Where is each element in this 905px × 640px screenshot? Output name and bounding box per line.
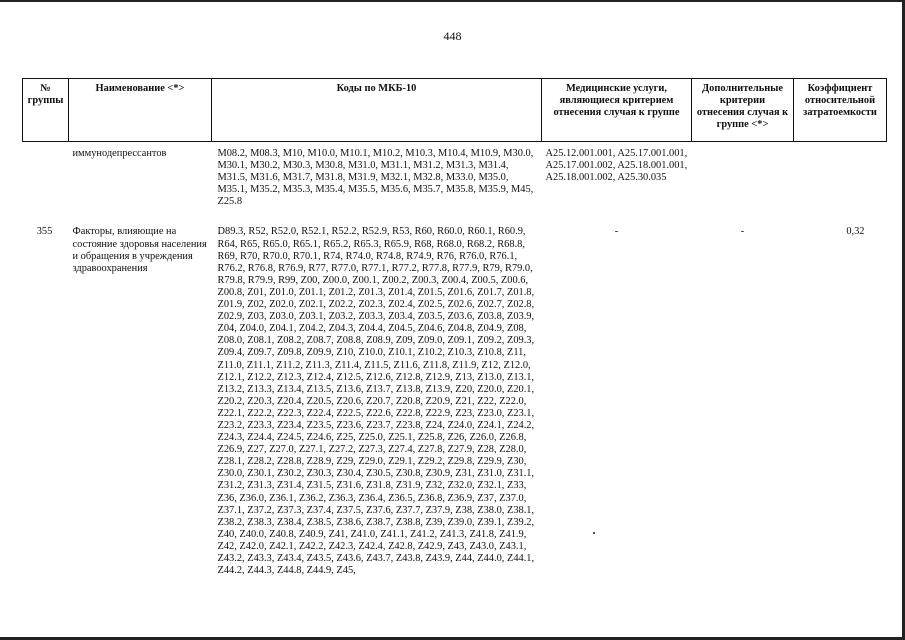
header-coefficient: Коэффициент относительной затратоемкости: [794, 79, 887, 142]
scan-edge-top: [0, 0, 905, 2]
header-extra-criteria: Дополнительные критерии отнесения случая к группе <*>: [692, 79, 794, 142]
cell-group-no: [23, 142, 69, 219]
header-medical-services: Медицинские услуги, являющиеся критерием отнесения случая к группе: [542, 79, 692, 142]
cell-icd-codes: M08.2, M08.3, M10, M10.0, M10.1, M10.2, M10.3, M10.4, M10.9, M30.0, M30.1, M30.2, M30.3, M30.8, M31.0, M31.1, M31.2, M31.3, M31.4, M31.5, M31.6, M31.7, M31.8, M31.9, M32.1, M32.8, M33.0, M35.0, M35.1, M35.2, M35.3, M35.4, M35.5, M35.6, M35.7, M35.8, M35.9, M45, Z25.8: [217, 148, 534, 208]
cell-extra-criteria: [692, 142, 794, 219]
cell-group-no: 355: [36, 226, 53, 238]
table-header-row: [23, 79, 887, 142]
tariff-group-table: [22, 78, 887, 577]
cell-icd-codes: D89.3, R52, R52.0, R52.1, R52.2, R52.9, R53, R60, R60.0, R60.1, R60.9, R64, R65, R65.0, R65.1, R65.2, R65.3, R65.9, R68, R68.0, R68.2, R68.8, R69, R70, R70.0, R70.1, R74, R74.0, R74.8, R74.9, R76, R76.0, R76.1, R76.2, R76.8, R76.9, R77, R77.0, R77.1, R77.2, R77.8, R77.9, R79, R79.0, R79.8, R79.9, R99, Z00, Z00.0, Z00.1, Z00.2, Z00.3, Z00.4, Z00.5, Z00.6, Z00.8, Z01, Z01.0, Z01.1, Z01.2, Z01.3, Z01.4, Z01.5, Z01.6, Z01.7, Z01.8, Z01.9, Z02, Z02.0, Z02.1, Z02.2, Z02.3, Z02.4, Z02.5, Z02.6, Z02.7, Z02.8, Z02.9, Z03, Z03.0, Z03.1, Z03.2, Z03.3, Z03.4, Z03.5, Z03.6, Z03.8, Z03.9, Z04, Z04.0, Z04.1, Z04.2, Z04.3, Z04.4, Z04.5, Z04.6, Z04.8, Z04.9, Z08, Z08.0, Z08.1, Z08.2, Z08.7, Z08.8, Z08.9, Z09, Z09.0, Z09.1, Z09.2, Z09.3, Z09.4, Z09.7, Z09.8, Z09.9, Z10, Z10.0, Z10.1, Z10.2, Z10.3, Z10.8, Z11, Z11.0, Z11.1, Z11.2, Z11.3, Z11.4, Z11.5, Z11.6, Z11.8, Z11.9, Z12, Z12.0, Z12.1, Z12.2, Z12.3, Z12.4, Z12.5, Z12.6, Z12.8, Z12.9, Z13, Z13.0, Z13.1, Z13.2, Z13.3, Z13.4, Z13.5, Z13.6, Z13.7, Z13.8, Z13.9, Z20, Z20.0, Z20.1, Z20.2, Z20.3, Z20.4, Z20.5, Z20.6, Z20.7, Z20.8, Z20.9, Z21, Z22, Z22.0, Z22.1, Z22.2, Z22.3, Z22.4, Z22.5, Z22.6, Z22.8, Z22.9, Z23, Z23.0, Z23.1, Z23.2, Z23.3, Z23.4, Z23.5, Z23.6, Z23.7, Z23.8, Z24, Z24.0, Z24.1, Z24.2, Z24.3, Z24.4, Z24.5, Z24.6, Z25, Z25.0, Z25.1, Z25.8, Z26, Z26.0, Z26.8, Z26.9, Z27, Z27.0, Z27.1, Z27.2, Z27.3, Z27.4, Z27.8, Z27.9, Z28, Z28.0, Z28.1, Z28.2, Z28.8, Z28.9, Z29, Z29.0, Z29.1, Z29.2, Z29.8, Z29.9, Z30, Z30.0, Z30.1, Z30.2, Z30.3, Z30.4, Z30.5, Z30.8, Z30.9, Z31, Z31.0, Z31.1, Z31.2, Z31.3, Z31.4, Z31.5, Z31.6, Z31.8, Z31.9, Z32, Z32.0, Z32.1, Z33, Z36, Z36.0, Z36.1, Z36.2, Z36.3, Z36.4, Z36.5, Z36.8, Z36.9, Z37, Z37.0, Z37.1, Z37.2, Z37.3, Z37.4, Z37.5, Z37.6, Z37.7, Z37.9, Z38, Z38.0, Z38.1, Z38.2, Z38.3, Z38.4, Z38.5, Z38.6, Z38.7, Z38.8, Z39, Z39.0, Z39.1, Z39.2, Z40, Z40.0, Z40.8, Z40.9, Z41, Z41.0, Z41.1, Z41.2, Z41.3, Z41.8, Z41.9, Z42, Z42.0, Z42.1, Z42.2, Z42.3, Z42.4, Z42.8, Z42.9, Z43, Z43.0, Z43.1, Z43.2, Z43.3, Z43.4, Z43.5, Z43.6, Z43.7, Z43.8, Z43.9, Z44, Z44.0, Z44.1, Z44.2, Z44.3, Z44.8, Z44.9, Z45,: [217, 226, 535, 577]
cell-name: Факторы, влияющие на состояние здоровья населения и обращения в учреждения здравоохранения: [72, 226, 207, 274]
table-row: [23, 218, 887, 577]
cell-medical-services: A25.12.001.001, A25.17.001.001, A25.17.001.002, A25.18.001.001, A25.18.001.002, A25.30.035: [545, 148, 688, 184]
cell-medical-services: -: [614, 226, 619, 238]
cell-coefficient: 0,32: [846, 226, 865, 238]
scan-speck: [593, 532, 595, 534]
cell-coefficient: [794, 142, 887, 219]
cell-extra-criteria: -: [740, 226, 745, 238]
header-group-no: № группы: [23, 79, 69, 142]
header-icd-codes: Коды по МКБ-10: [212, 79, 542, 142]
header-name: Наименование <*>: [69, 79, 212, 142]
page-number: 448: [443, 29, 462, 43]
cell-name: иммунодепрессантов: [72, 148, 167, 159]
table-row: [23, 142, 887, 219]
